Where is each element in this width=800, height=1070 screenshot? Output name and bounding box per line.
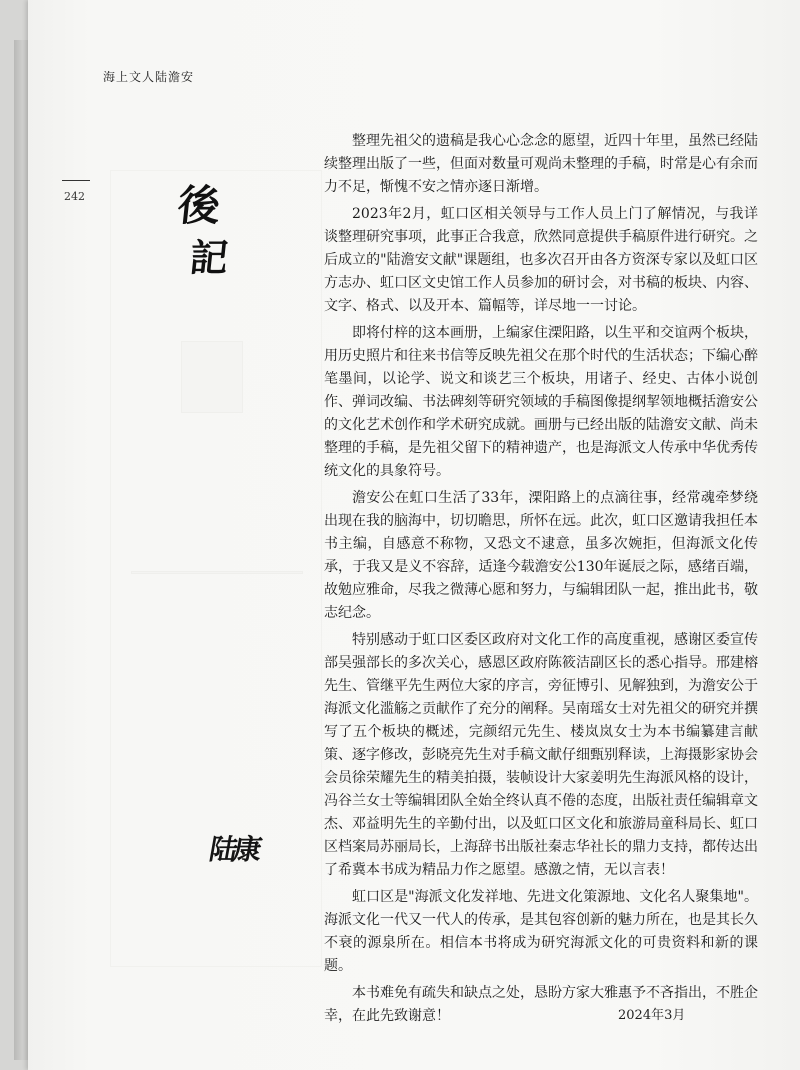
title-char-1: 後 bbox=[175, 181, 223, 230]
paragraph: 澹安公在虹口生活了33年，溧阳路上的点滴往事，经常魂牵梦绕出现在我的脑海中，切切瞻思，所怀在远。此次，虹口区邀请我担任本书主编，自感意不称物，又恐文不逮意，虽多次婉拒，但海派文化传承，于我又是义不容辞，适逢今载澹安公130年诞辰之际，感绪百端，故勉应雅命，尽我之微薄心愿和努力，与编辑团队一起，推出此书，敬志纪念。 bbox=[324, 490, 758, 621]
paragraph: 特别感动于虹口区委区政府对文化工作的高度重视，感谢区委宣传部吴强部长的多次关心，感恩区政府陈筱洁副区长的悉心指导。邢建榕先生、管继平先生两位大家的序言，旁征博引、见解独到，为澹安公于海派文化滥觞之贡献作了充分的阐释。吴南瑶女士对先祖父的研究并撰写了五个板块的概述，完颜绍元先生、楼岚岚女士为本书编纂建言献策、逐字修改，彭晓亮先生对手稿文献仔细甄别释读，上海摄影家协会会员徐荣耀先生的精美拍摄，装帧设计大家姜明先生海派风格的设计，冯谷兰女士等编辑团队全始全终认真不倦的态度，出版社责任编辑章文杰、邓益明先生的辛勤付出，以及虹口区文化和旅游局童科局长、虹口区档案局苏丽局长，上海辞书出版社秦志华社长的鼎力支持，都传达出了希冀本书成为精品力作之愿望。感激之情，无以言表！ bbox=[324, 632, 758, 878]
book-page bbox=[28, 0, 800, 1070]
paragraph: 本书难免有疏失和缺点之处，恳盼方家大雅惠予不吝指出，不胜企幸，在此先致谢意！ bbox=[324, 985, 758, 1024]
date-line: 2024年3月 bbox=[618, 1008, 686, 1023]
paragraph: 即将付梓的这本画册，上编家住溧阳路，以生平和交谊两个板块，用历史照片和往来书信等反映先祖父在那个时代的生活状态；下编心醉笔墨间，以论学、说文和谈艺三个板块，用诸子、经史、古体小说创作、弹词改编、书法碑刻等研究领域的手稿图像提纲挈领地概括澹安公的文化艺术创作和学术研究成就。画册与已经出版的陆澹安文献、尚未整理的手稿，是先祖父留下的精神遗产，也是海派文人传承中华优秀传统文化的具象符号。 bbox=[324, 325, 758, 479]
show-through-seal bbox=[181, 341, 243, 413]
paragraph: 整理先祖父的遗稿是我心心念念的愿望，近四十年里，虽然已经陆续整理出版了一些，但面对数量可观尚未整理的手稿，时常是心有余而力不足，惭愧不安之情亦逐日渐增。 bbox=[324, 133, 758, 195]
title-char-2: 記 bbox=[187, 235, 231, 280]
page-number-rule bbox=[62, 180, 90, 181]
afterword-body bbox=[324, 130, 758, 1032]
show-through-line bbox=[131, 571, 303, 574]
afterword-title bbox=[175, 180, 278, 284]
paragraph: 虹口区是"海派文化发祥地、先进文化策源地、文化名人聚集地"。海派文化一代又一代人的传承，是其包容创新的魅力所在，也是其长久不衰的源泉所在。相信本书将成为研究海派文化的可贵资料和新的课题。 bbox=[324, 889, 758, 974]
paragraph: 2023年2月，虹口区相关领导与工作人员上门了解情况，与我详谈整理研究事项，此事正合我意，欣然同意提供手稿原件进行研究。之后成立的"陆澹安文献"课题组，也多次召开由各方资深专家以及虹口区方志办、虹口区文史馆工作人员参加的研讨会，对书稿的板块、内容、文字、格式、以及开本、篇幅等，详尽地一一讨论。 bbox=[324, 206, 758, 314]
calligraphy-signature: 陆康 bbox=[206, 833, 261, 866]
page-number: 242 bbox=[64, 190, 85, 203]
running-header: 海上文人陆澹安 bbox=[103, 70, 195, 84]
